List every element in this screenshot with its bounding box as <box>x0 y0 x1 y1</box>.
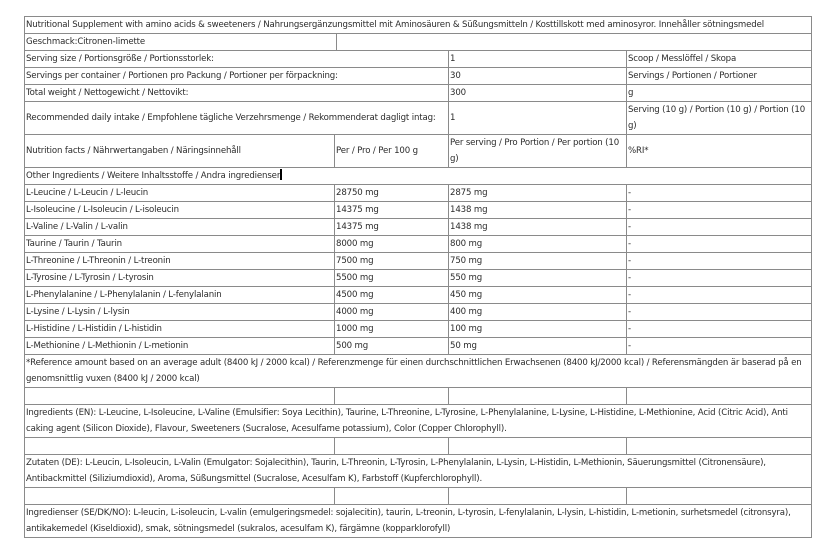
nutrient-per100[interactable]: 14375 mg <box>335 202 449 219</box>
nutrient-per100[interactable]: 7500 mg <box>335 253 449 270</box>
empty-cell[interactable] <box>449 488 627 505</box>
nutrient-name[interactable]: L-Tyrosine / L-Tyrosin / L-tyrosin <box>25 270 335 287</box>
ingredients-se-row <box>25 505 812 538</box>
nutrient-per100[interactable]: 4500 mg <box>335 287 449 304</box>
info-label[interactable]: Servings per container / Portionen pro Packung / Portioner per förpackning: <box>25 68 449 85</box>
nutrient-per-serving[interactable]: 1438 mg <box>449 202 627 219</box>
empty-cell[interactable] <box>25 438 335 455</box>
info-unit[interactable]: Servings / Portionen / Portioner <box>627 68 812 85</box>
nutrition-header-row <box>25 135 812 168</box>
nutrient-row <box>25 219 812 236</box>
ingredients-de-cell[interactable]: Zutaten (DE): L-Leucin, L-Isoleucin, L-Valin (Emulgator: Sojalecithin), Taurin, L-Threonin, L-Tyrosin, L-Phenylalanin, L-Lysin, L-Histidin, L-Methionin, Säuerungsmittel (Citronensäure), Antibackmittel (Siliziumdioxid), Aroma, Süßungsmittel (Sucralose, Acesulfam K), Farbstoff (Kupferchlorophyll). <box>25 455 812 488</box>
info-value[interactable]: 1 <box>449 102 627 135</box>
ingredients-de-row <box>25 455 812 488</box>
nutrient-name[interactable]: L-Phenylalanine / L-Phenylalanin / L-fenylalanin <box>25 287 335 304</box>
info-row <box>25 102 812 135</box>
nutrient-per100[interactable]: 14375 mg <box>335 219 449 236</box>
nutrient-ri[interactable]: - <box>627 287 812 304</box>
info-unit[interactable]: g <box>627 85 812 102</box>
info-label[interactable]: Serving size / Portionsgröße / Portionsstorlek: <box>25 51 449 68</box>
nutrient-ri[interactable]: - <box>627 202 812 219</box>
nutrition-header-ri[interactable]: %RI* <box>627 135 812 168</box>
footnote-cell[interactable]: *Reference amount based on an average adult (8400 kJ / 2000 kcal) / Referenzmenge für einen durchschnittlichen Erwachsenen (8400 kJ/2000 kcal) / Referensmängden är baserad på en genomsnittlig vuxen (8400 kJ / 2000 kcal) <box>25 355 812 388</box>
nutrient-ri[interactable]: - <box>627 253 812 270</box>
nutrient-name[interactable]: L-Isoleucine / L-Isoleucin / L-isoleucin <box>25 202 335 219</box>
nutrient-name[interactable]: L-Histidine / L-Histidin / L-histidin <box>25 321 335 338</box>
empty-row <box>25 388 812 405</box>
info-value[interactable]: 1 <box>449 51 627 68</box>
info-row <box>25 68 812 85</box>
nutrient-row <box>25 202 812 219</box>
nutrient-ri[interactable]: - <box>627 304 812 321</box>
empty-cell[interactable] <box>627 388 812 405</box>
nutrient-row <box>25 270 812 287</box>
nutrient-per-serving[interactable]: 800 mg <box>449 236 627 253</box>
nutrition-table <box>24 16 812 538</box>
ingredients-en-row <box>25 405 812 438</box>
info-label[interactable]: Total weight / Nettogewicht / Nettovikt: <box>25 85 449 102</box>
empty-cell[interactable] <box>335 488 449 505</box>
info-unit[interactable]: Scoop / Messlöffel / Skopa <box>627 51 812 68</box>
nutrient-row <box>25 338 812 355</box>
nutrient-ri[interactable]: - <box>627 219 812 236</box>
empty-cell[interactable] <box>627 488 812 505</box>
nutrient-row <box>25 236 812 253</box>
nutrient-per100[interactable]: 4000 mg <box>335 304 449 321</box>
nutrient-ri[interactable]: - <box>627 270 812 287</box>
nutrient-name[interactable]: L-Threonine / L-Threonin / L-treonin <box>25 253 335 270</box>
nutrition-header-per-serving[interactable]: Per serving / Pro Portion / Per portion (10 g) <box>449 135 627 168</box>
empty-cell[interactable] <box>449 388 627 405</box>
flavour-row-cell <box>25 34 812 51</box>
nutrition-header-label[interactable]: Nutrition facts / Nährwertangaben / Näringsinnehåll <box>25 135 335 168</box>
empty-cell[interactable] <box>335 388 449 405</box>
nutrient-ri[interactable]: - <box>627 185 812 202</box>
nutrient-per-serving[interactable]: 50 mg <box>449 338 627 355</box>
nutrient-ri[interactable]: - <box>627 338 812 355</box>
other-ingredients-cell[interactable] <box>25 168 812 185</box>
info-row <box>25 51 812 68</box>
footnote-row <box>25 355 812 388</box>
nutrient-ri[interactable]: - <box>627 321 812 338</box>
empty-cell[interactable] <box>627 438 812 455</box>
nutrient-per-serving[interactable]: 750 mg <box>449 253 627 270</box>
nutrient-name[interactable]: L-Methionine / L-Methionin / L-metionin <box>25 338 335 355</box>
other-ingredients-row <box>25 168 812 185</box>
empty-cell[interactable] <box>25 388 335 405</box>
empty-row <box>25 438 812 455</box>
nutrient-name[interactable]: L-Lysine / L-Lysin / L-lysin <box>25 304 335 321</box>
flavour-empty-cell[interactable] <box>337 34 811 50</box>
empty-cell[interactable] <box>25 488 335 505</box>
ingredients-en-cell[interactable]: Ingredients (EN): L-Leucine, L-Isoleucine, L-Valine (Emulsifier: Soya Lecithin), Taurine, L-Threonine, L-Tyrosine, L-Phenylalanine, L-Lysine, L-Histidine, L-Methionine, Acid (Citric Acid), Anti caking agent (Silicon Dioxide), Flavour, Sweeteners (Sucralose, Acesulfame potassium), Color (Copper Chlorophyll). <box>25 405 812 438</box>
nutrient-per-serving[interactable]: 550 mg <box>449 270 627 287</box>
flavour-cell[interactable]: Geschmack:Citronen-limette <box>25 34 337 50</box>
info-label[interactable]: Recommended daily intake / Empfohlene tägliche Verzehrsmenge / Rekommenderat dagligt intag: <box>25 102 449 135</box>
nutrient-row <box>25 185 812 202</box>
nutrient-ri[interactable]: - <box>627 236 812 253</box>
nutrient-per-serving[interactable]: 1438 mg <box>449 219 627 236</box>
title-cell[interactable]: Nutritional Supplement with amino acids & sweeteners / Nahrungsergänzungsmittel mit Aminosäuren & Süßungsmitteln / Kosttillskott med aminosyror. Innehåller sötningsmedel <box>25 17 812 34</box>
nutrient-name[interactable]: L-Leucine / L-Leucin / L-leucin <box>25 185 335 202</box>
info-unit[interactable]: Serving (10 g) / Portion (10 g) / Portion (10 g) <box>627 102 812 135</box>
info-value[interactable]: 30 <box>449 68 627 85</box>
flavour-row <box>25 34 812 51</box>
nutrient-name[interactable]: Taurine / Taurin / Taurin <box>25 236 335 253</box>
nutrient-name[interactable]: L-Valine / L-Valin / L-valin <box>25 219 335 236</box>
nutrient-row <box>25 304 812 321</box>
title-row <box>25 17 812 34</box>
nutrient-per100[interactable]: 28750 mg <box>335 185 449 202</box>
nutrient-row <box>25 321 812 338</box>
nutrient-per100[interactable]: 5500 mg <box>335 270 449 287</box>
nutrient-per100[interactable]: 500 mg <box>335 338 449 355</box>
nutrient-row <box>25 287 812 304</box>
nutrition-header-per100[interactable]: Per / Pro / Per 100 g <box>335 135 449 168</box>
empty-cell[interactable] <box>335 438 449 455</box>
text-cursor <box>280 169 282 180</box>
nutrient-per-serving[interactable]: 100 mg <box>449 321 627 338</box>
nutrient-per-serving[interactable]: 400 mg <box>449 304 627 321</box>
info-row <box>25 85 812 102</box>
other-ingredients-text: Other Ingredients / Weitere Inhaltsstoffe / Andra ingredienser <box>26 171 281 181</box>
nutrient-per100[interactable]: 1000 mg <box>335 321 449 338</box>
ingredients-se-cell[interactable]: Ingredienser (SE/DK/NO): L-leucin, L-isoleucin, L-valin (emulgeringsmedel: sojalecitin), taurin, L-treonin, L-tyrosin, L-fenylalanin, L-lysin, L-histidin, L-metionin, surhetsmedel (citronsyra), antikakemedel (Kiseldioxid), smak, sötningsmedel (sukralos, acesulfam K), färgämne (kopparklorofyll) <box>25 505 812 538</box>
nutrient-per100[interactable]: 8000 mg <box>335 236 449 253</box>
nutrient-per-serving[interactable]: 2875 mg <box>449 185 627 202</box>
empty-cell[interactable] <box>449 438 627 455</box>
nutrient-per-serving[interactable]: 450 mg <box>449 287 627 304</box>
info-value[interactable]: 300 <box>449 85 627 102</box>
empty-row <box>25 488 812 505</box>
nutrient-row <box>25 253 812 270</box>
